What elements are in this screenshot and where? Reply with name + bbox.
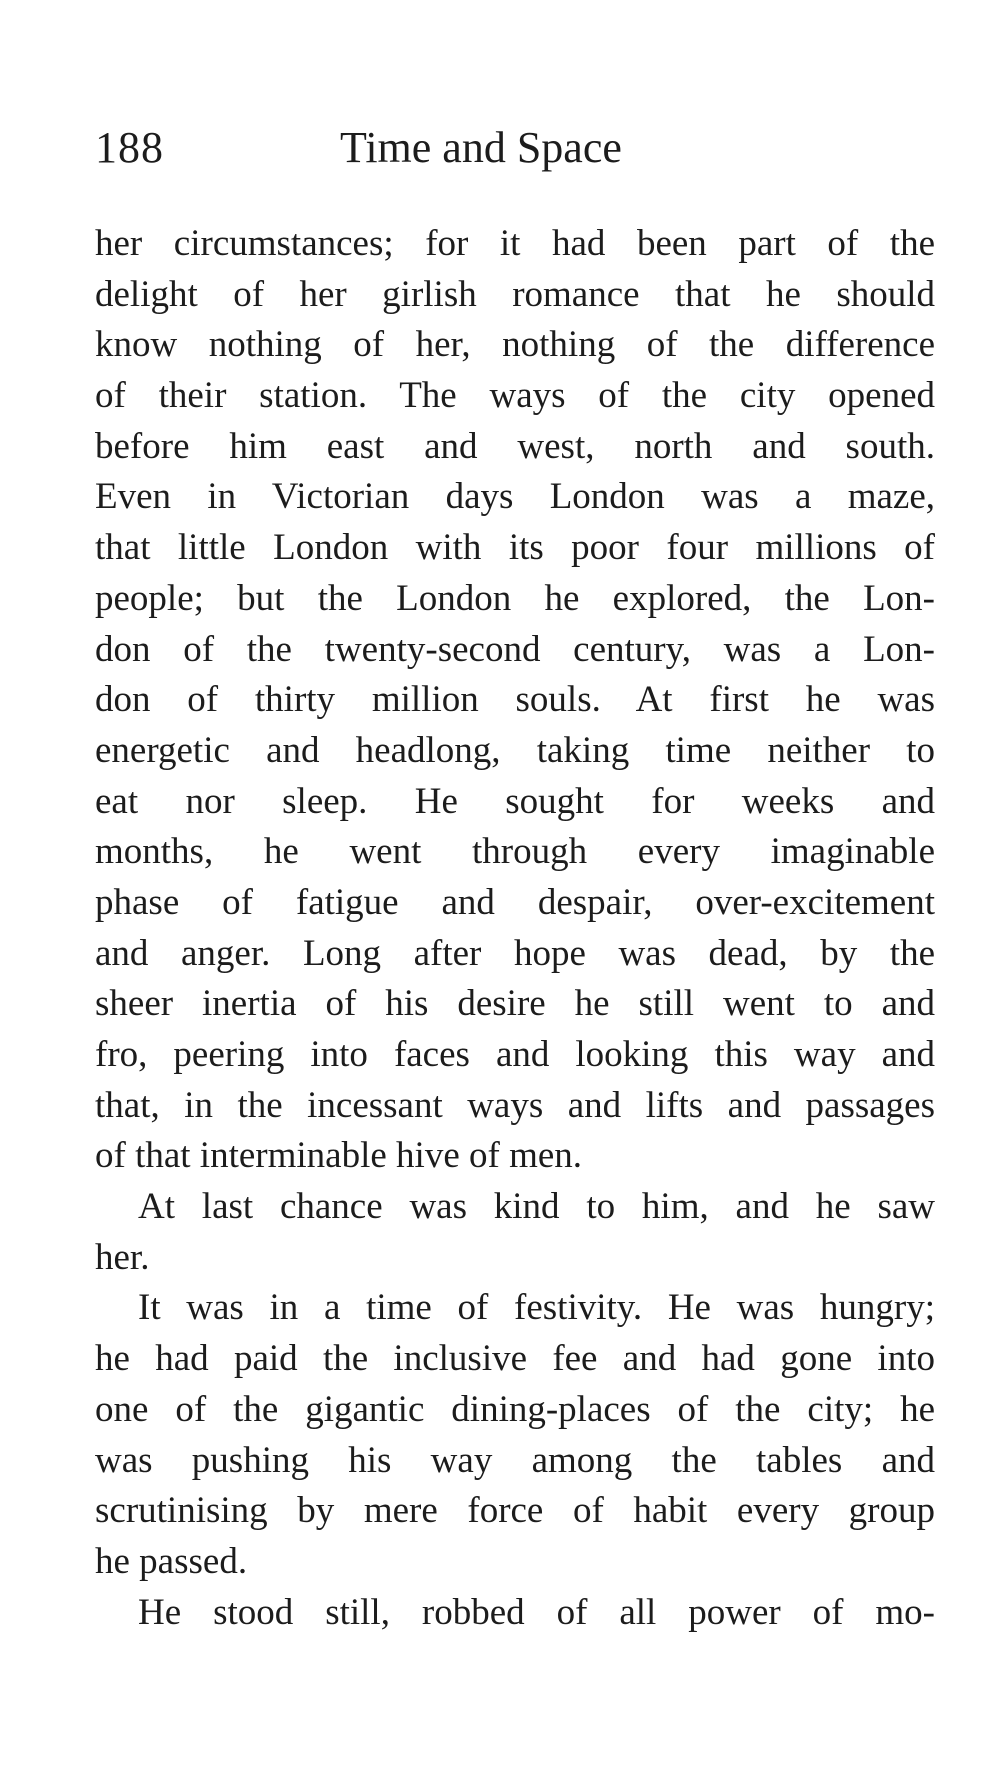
text-line: people; but the London he explored, the Lon- bbox=[95, 577, 935, 619]
text-line: was pushing his way among the tables and bbox=[95, 1439, 935, 1481]
text-line: of that interminable hive of men. bbox=[95, 1135, 583, 1177]
text-line: her. bbox=[95, 1236, 150, 1278]
text-line: eat nor sleep. He sought for weeks and bbox=[95, 780, 935, 822]
text-line: It was in a time of festivity. He was hungry; bbox=[138, 1287, 935, 1329]
text-line: before him east and west, north and south. bbox=[95, 425, 935, 467]
text-line: He stood still, robbed of all power of mo- bbox=[138, 1591, 935, 1633]
text-line: he had paid the inclusive fee and had gone into bbox=[95, 1338, 935, 1380]
text-line: scrutinising by mere force of habit every group bbox=[95, 1490, 935, 1532]
text-line: don of the twenty-second century, was a Lon- bbox=[95, 628, 935, 670]
text-line: delight of her girlish romance that he should bbox=[95, 273, 935, 315]
text-line: that little London with its poor four millions of bbox=[95, 527, 935, 569]
text-line: At last chance was kind to him, and he saw bbox=[138, 1186, 935, 1228]
page-number: 188 bbox=[95, 123, 164, 172]
running-title: Time and Space bbox=[340, 123, 622, 172]
running-head bbox=[95, 118, 935, 178]
text-line: know nothing of her, nothing of the difference bbox=[95, 324, 935, 366]
body-text bbox=[95, 219, 935, 1638]
text-line: phase of fatigue and despair, over-excitement bbox=[95, 881, 935, 923]
text-line: sheer inertia of his desire he still went to and bbox=[95, 983, 935, 1025]
text-line: that, in the incessant ways and lifts and passages bbox=[95, 1084, 935, 1126]
text-line: months, he went through every imaginable bbox=[95, 831, 935, 873]
text-line: don of thirty million souls. At first he was bbox=[95, 679, 935, 721]
text-line: fro, peering into faces and looking this way and bbox=[95, 1034, 935, 1075]
text-line: Even in Victorian days London was a maze, bbox=[95, 476, 935, 518]
text-line: of their station. The ways of the city opened bbox=[95, 375, 935, 417]
text-line: her circumstances; for it had been part of the bbox=[95, 223, 935, 264]
text-line: he passed. bbox=[95, 1540, 248, 1582]
text-line: energetic and headlong, taking time neither to bbox=[95, 729, 935, 771]
text-line: one of the gigantic dining-places of the city; he bbox=[95, 1388, 935, 1430]
text-line: and anger. Long after hope was dead, by the bbox=[95, 932, 935, 974]
